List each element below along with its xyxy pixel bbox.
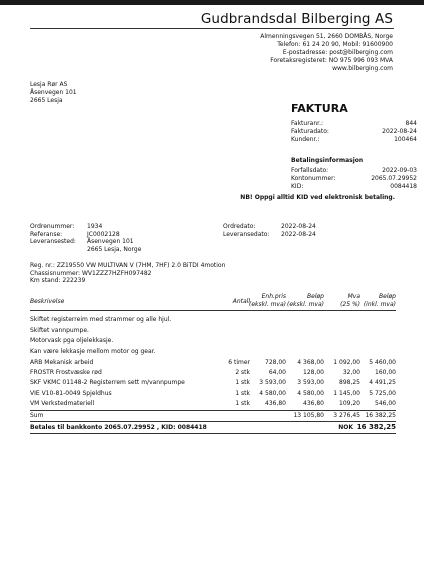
total-amount: 16 382,25: [356, 423, 396, 432]
work-note: Skiftet vannpumpe.: [30, 326, 89, 334]
row-amount-incl: 4 491,25: [369, 379, 396, 387]
payment-total-row: [30, 421, 396, 434]
customer-postal: 2665 Lesja: [30, 97, 63, 104]
invoice-lines-table: [30, 292, 396, 434]
delivery-date-label: Leveransedato:: [223, 230, 270, 238]
table-row: [30, 358, 396, 368]
row-unit-price: 64,00: [268, 369, 286, 377]
delivery-place-city: 2665 Lesja, Norge: [87, 245, 142, 253]
table-row: [30, 399, 396, 409]
company-info: [260, 33, 393, 73]
company-email: E-postadresse: post@bilberging.com: [282, 49, 393, 56]
account-number-label: Kontonummer:: [291, 175, 336, 183]
work-note: Skiftet registerreim med strammer og alle hjul.: [30, 316, 172, 323]
row-vat: 32,00: [342, 369, 360, 377]
kid-value: 0084418: [390, 183, 417, 191]
row-quantity: 2 stk: [235, 369, 250, 377]
row-description: ARB Mekanisk arbeid: [30, 359, 94, 366]
row-quantity: 1 stk: [235, 379, 250, 387]
row-amount: 4 580,00: [297, 389, 324, 397]
company-name: Gudbrandsdal Bilberging AS: [200, 11, 393, 27]
row-quantity: 6 timer: [228, 359, 250, 366]
header-divider: [30, 28, 394, 29]
payment-instruction: Betales til bankkonto 2065.07.29952 , KID: 0084418: [30, 424, 207, 432]
customer-number-label: Kundenr.:: [291, 136, 320, 144]
order-number-value: 1934: [87, 223, 103, 230]
table-row: [30, 378, 396, 388]
invoice-date-value: 2022-08-24: [382, 128, 417, 136]
row-amount: 4 368,00: [297, 359, 324, 366]
sum-amount-incl: 16 382,25: [365, 411, 396, 419]
customer-name: Lesja Rør AS: [30, 81, 68, 88]
row-vat: 1 145,00: [333, 389, 360, 397]
top-border: [0, 0, 424, 5]
header-amount-sub: (ekskl. mva): [286, 301, 324, 308]
sum-row: [30, 410, 396, 421]
invoice-number-value: 844: [405, 120, 417, 127]
invoice-number-label: Fakturanr.:: [291, 120, 323, 127]
row-unit-price: 728,00: [265, 359, 286, 366]
reference-value: JC0002128: [87, 230, 120, 238]
table-row: [30, 368, 396, 378]
order-date-value: 2022-08-24: [281, 223, 316, 230]
header-description: Beskrivelse: [30, 298, 65, 305]
row-amount-incl: 546,00: [375, 399, 396, 407]
kid-label: KID:: [291, 183, 304, 191]
account-number-value: 2065.07.29952: [371, 175, 417, 183]
header-amount: Beløp: [307, 293, 324, 300]
header-quantity: Antall: [232, 298, 250, 305]
company-address: Almenningsvegen 51, 2660 DOMBÅS, Norge: [260, 33, 393, 40]
vehicle-info: [30, 262, 225, 285]
header-vat-sub: (25 %): [340, 301, 360, 308]
row-quantity: 1 stk: [235, 389, 250, 397]
chassis-line: Chassisnummer: WV1ZZZ7HZFH097482: [30, 269, 152, 277]
row-amount: 128,00: [303, 369, 324, 377]
row-description: FROSTR Frostvæske rød: [30, 369, 102, 377]
sum-vat: 3 276,45: [333, 411, 360, 419]
header-amount-incl: Beløp: [379, 293, 396, 300]
delivery-place-label: Leveransested:: [30, 238, 76, 245]
company-phone: Telefon: 61 24 20 90, Mobil: 91600900: [277, 41, 393, 48]
customer-address: [30, 81, 77, 105]
row-unit-price: 3 593,00: [259, 379, 286, 387]
sum-label: Sum: [30, 411, 44, 419]
mileage-line: Km stand: 222239: [30, 277, 86, 285]
reference-label: Referanse:: [30, 230, 63, 238]
due-date-label: Forfallsdato:: [291, 167, 329, 174]
customer-number-value: 100464: [394, 136, 417, 144]
sum-amount: 13 105,80: [293, 411, 324, 419]
company-org-number: Foretaksregisteret: NO 975 996 093 MVA: [270, 57, 393, 64]
kid-notice: NB! Oppgi alltid KID ved elektronisk betaling.: [240, 194, 395, 201]
header-unit-price: Enh.pris: [261, 293, 286, 300]
header-unit-price-sub: (ekskl. mva): [248, 301, 286, 308]
company-website: www.bilberging.com: [332, 65, 393, 72]
delivery-place-value: Åsenvegen 101: [87, 238, 134, 245]
customer-street: Åsenvegen 101: [30, 89, 77, 96]
row-amount-incl: 5 725,00: [369, 389, 396, 397]
work-note: Kan være lekkasje mellom motor og gear.: [30, 347, 156, 355]
document-title: FAKTURA: [291, 102, 348, 115]
currency-label: NOK: [338, 424, 353, 432]
table-row: [30, 389, 396, 399]
invoice-meta: [291, 120, 417, 145]
header-vat: Mva: [347, 293, 360, 300]
due-date-value: 2022-09-03: [382, 167, 417, 174]
line-items: [30, 358, 396, 434]
delivery-place-label-2: [30, 246, 87, 254]
row-amount: 436,80: [303, 399, 324, 407]
payment-info: [291, 167, 417, 192]
order-date-label: Ordredato:: [223, 223, 256, 230]
row-amount-incl: 160,00: [375, 369, 396, 377]
row-quantity: 1 stk: [235, 399, 250, 407]
order-number-label: Ordrenummer:: [30, 223, 75, 230]
row-unit-price: 436,80: [265, 399, 286, 407]
row-description: VIE V10-81-0049 Spjeldhus: [30, 389, 112, 397]
work-note: Motorvask pga oljelekkasje.: [30, 337, 114, 344]
invoice-date-label: Fakturadato:: [291, 128, 329, 136]
order-details: [30, 223, 177, 253]
row-amount-incl: 5 460,00: [369, 359, 396, 366]
row-amount: 3 593,00: [297, 379, 324, 387]
delivery-date-value: 2022-08-24: [281, 230, 316, 238]
header-amount-incl-sub: (inkl. mva): [363, 301, 396, 308]
table-header: [30, 292, 396, 311]
row-vat: 1 092,00: [333, 359, 360, 366]
row-description: VM Verkstedmateriell: [30, 399, 95, 407]
row-unit-price: 4 580,00: [259, 389, 286, 397]
registration-line: Reg. nr.: ZZ19550 VW MULTIVAN V (7HM, 7HF) 2.0 BiTDI 4motion: [30, 262, 226, 269]
payment-info-title: Betalingsinformasjon: [291, 157, 364, 164]
row-vat: 898,25: [339, 379, 360, 387]
row-vat: 109,20: [339, 399, 360, 407]
row-description: SKF VKMC 01148-2 Registerrem sett m/vannpumpe: [30, 379, 185, 387]
work-notes: [30, 315, 396, 357]
order-dates: [223, 223, 321, 238]
